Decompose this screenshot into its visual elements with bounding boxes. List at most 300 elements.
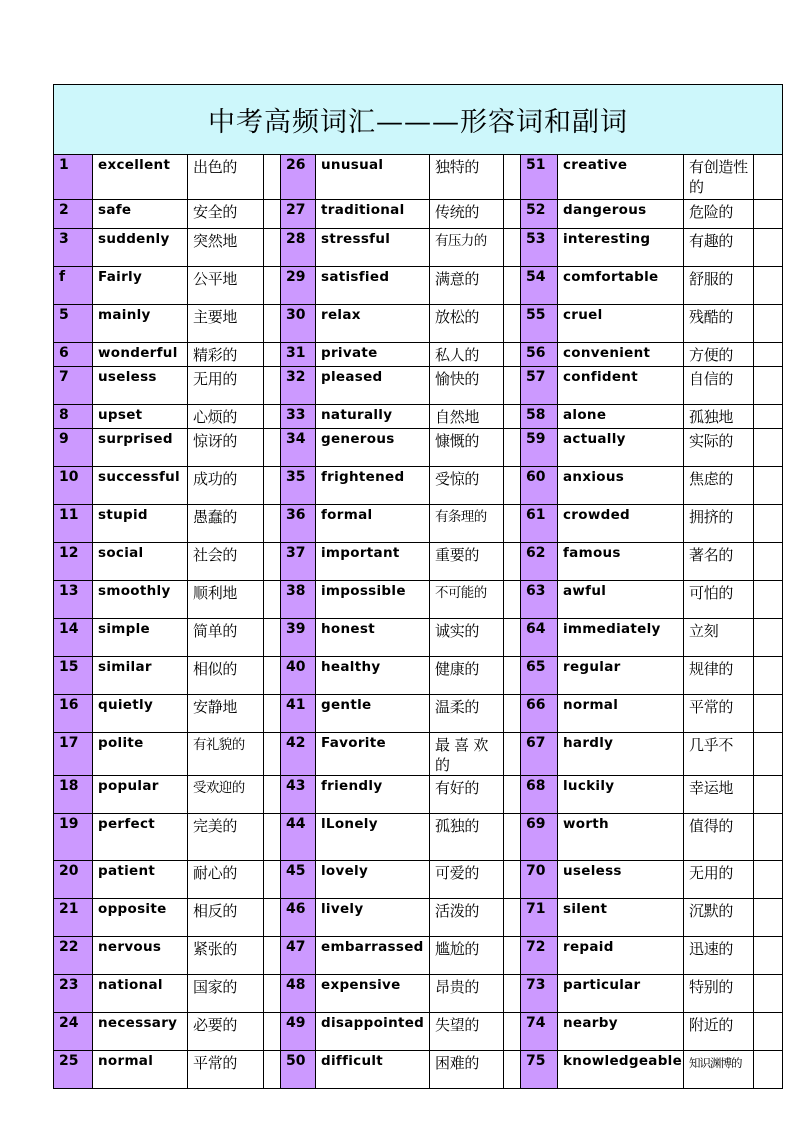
entry-meaning: 平常的 [188, 1051, 264, 1089]
entry-meaning: 诚实的 [430, 619, 504, 657]
entry-meaning: 焦虑的 [684, 467, 754, 505]
entry-meaning: 知识渊博的 [684, 1051, 754, 1089]
spacer-cell [754, 937, 783, 975]
table-row [54, 899, 783, 937]
entry-number: 6 [54, 343, 93, 367]
entry-meaning: 自信的 [684, 367, 754, 405]
spacer-cell [754, 155, 783, 200]
entry-number: 65 [521, 657, 558, 695]
spacer-cell [264, 937, 281, 975]
entry-meaning: 有条理的 [430, 505, 504, 543]
table-row [54, 733, 783, 776]
entry-word: stupid [93, 505, 188, 543]
entry-word: dangerous [558, 200, 684, 229]
spacer-cell [504, 733, 521, 776]
entry-word: anxious [558, 467, 684, 505]
entry-number: 43 [281, 776, 316, 814]
spacer-cell [264, 619, 281, 657]
table-row [54, 937, 783, 975]
entry-meaning: 精彩的 [188, 343, 264, 367]
entry-meaning: 最 喜 欢 的 [430, 733, 504, 776]
spacer-cell [754, 467, 783, 505]
spacer-cell [264, 505, 281, 543]
entry-number: 75 [521, 1051, 558, 1089]
entry-number: 36 [281, 505, 316, 543]
spacer-cell [754, 229, 783, 267]
spacer-cell [264, 305, 281, 343]
entry-meaning: 有好的 [430, 776, 504, 814]
entry-number: 22 [54, 937, 93, 975]
entry-word: actually [558, 429, 684, 467]
entry-word: famous [558, 543, 684, 581]
entry-word: awful [558, 581, 684, 619]
entry-word: useless [558, 861, 684, 899]
spacer-cell [754, 861, 783, 899]
spacer-cell [754, 975, 783, 1013]
spacer-cell [264, 975, 281, 1013]
spacer-cell [754, 429, 783, 467]
entry-word: Fairly [93, 267, 188, 305]
entry-word: silent [558, 899, 684, 937]
entry-meaning: 值得的 [684, 814, 754, 861]
spacer-cell [264, 776, 281, 814]
entry-meaning: 有创造性的 [684, 155, 754, 200]
entry-meaning: 舒服的 [684, 267, 754, 305]
spacer-cell [264, 657, 281, 695]
entry-word: healthy [316, 657, 430, 695]
entry-meaning: 必要的 [188, 1013, 264, 1051]
entry-number: 5 [54, 305, 93, 343]
spacer-cell [754, 543, 783, 581]
table-row [54, 543, 783, 581]
spacer-cell [264, 861, 281, 899]
table-row [54, 267, 783, 305]
entry-number: 32 [281, 367, 316, 405]
entry-number: 69 [521, 814, 558, 861]
entry-meaning: 相反的 [188, 899, 264, 937]
entry-word: successful [93, 467, 188, 505]
entry-word: hardly [558, 733, 684, 776]
entry-number: 23 [54, 975, 93, 1013]
spacer-cell [504, 229, 521, 267]
entry-number: 48 [281, 975, 316, 1013]
table-row [54, 200, 783, 229]
entry-meaning: 受欢迎的 [188, 776, 264, 814]
spacer-cell [264, 429, 281, 467]
entry-number: 34 [281, 429, 316, 467]
table-row [54, 405, 783, 429]
entry-number: 57 [521, 367, 558, 405]
entry-meaning: 愚蠢的 [188, 505, 264, 543]
entry-meaning: 附近的 [684, 1013, 754, 1051]
table-row [54, 229, 783, 267]
spacer-cell [754, 1051, 783, 1089]
entry-word: immediately [558, 619, 684, 657]
entry-meaning: 残酷的 [684, 305, 754, 343]
entry-number: 25 [54, 1051, 93, 1089]
entry-number: 26 [281, 155, 316, 200]
entry-word: popular [93, 776, 188, 814]
entry-word: surprised [93, 429, 188, 467]
entry-number: 38 [281, 581, 316, 619]
entry-number: 27 [281, 200, 316, 229]
spacer-cell [504, 467, 521, 505]
entry-number: 24 [54, 1013, 93, 1051]
entry-number: 74 [521, 1013, 558, 1051]
spacer-cell [504, 405, 521, 429]
spacer-cell [504, 695, 521, 733]
entry-word: comfortable [558, 267, 684, 305]
spacer-cell [754, 657, 783, 695]
spacer-cell [754, 505, 783, 543]
entry-meaning: 特别的 [684, 975, 754, 1013]
entry-number: f [54, 267, 93, 305]
entry-word: particular [558, 975, 684, 1013]
entry-meaning: 规律的 [684, 657, 754, 695]
entry-meaning: 失望的 [430, 1013, 504, 1051]
spacer-cell [264, 267, 281, 305]
entry-meaning: 平常的 [684, 695, 754, 733]
table-row [54, 814, 783, 861]
spacer-cell [754, 776, 783, 814]
spacer-cell [504, 581, 521, 619]
entry-meaning: 尴尬的 [430, 937, 504, 975]
page-title: 中考高频词汇———形容词和副词 [54, 85, 783, 155]
entry-word: traditional [316, 200, 430, 229]
table-row [54, 1051, 783, 1089]
entry-number: 67 [521, 733, 558, 776]
spacer-cell [504, 1013, 521, 1051]
entry-meaning: 顺利地 [188, 581, 264, 619]
entry-word: pleased [316, 367, 430, 405]
spacer-cell [504, 814, 521, 861]
entry-meaning: 惊讶的 [188, 429, 264, 467]
entry-meaning: 完美的 [188, 814, 264, 861]
entry-word: relax [316, 305, 430, 343]
entry-word: frightened [316, 467, 430, 505]
entry-meaning: 方便的 [684, 343, 754, 367]
entry-meaning: 迅速的 [684, 937, 754, 975]
entry-word: knowledgeable [558, 1051, 684, 1089]
entry-meaning: 著名的 [684, 543, 754, 581]
entry-number: 14 [54, 619, 93, 657]
vocabulary-sheet [53, 84, 782, 1089]
entry-word: formal [316, 505, 430, 543]
title-row [54, 85, 783, 155]
entry-word: worth [558, 814, 684, 861]
entry-number: 58 [521, 405, 558, 429]
spacer-cell [504, 975, 521, 1013]
spacer-cell [264, 155, 281, 200]
entry-number: 29 [281, 267, 316, 305]
entry-number: 15 [54, 657, 93, 695]
entry-meaning: 受惊的 [430, 467, 504, 505]
entry-number: 53 [521, 229, 558, 267]
spacer-cell [264, 733, 281, 776]
entry-number: 72 [521, 937, 558, 975]
entry-meaning: 自然地 [430, 405, 504, 429]
entry-number: 44 [281, 814, 316, 861]
entry-word: nearby [558, 1013, 684, 1051]
table-row [54, 305, 783, 343]
entry-word: quietly [93, 695, 188, 733]
entry-meaning: 满意的 [430, 267, 504, 305]
entry-meaning: 无用的 [188, 367, 264, 405]
spacer-cell [264, 367, 281, 405]
entry-word: generous [316, 429, 430, 467]
spacer-cell [504, 267, 521, 305]
entry-number: 52 [521, 200, 558, 229]
entry-word: disappointed [316, 1013, 430, 1051]
table-row [54, 343, 783, 367]
table-row [54, 657, 783, 695]
entry-number: 17 [54, 733, 93, 776]
entry-number: 39 [281, 619, 316, 657]
entry-meaning: 立刻 [684, 619, 754, 657]
entry-meaning: 孤独地 [684, 405, 754, 429]
entry-meaning: 安静地 [188, 695, 264, 733]
spacer-cell [504, 861, 521, 899]
entry-number: 64 [521, 619, 558, 657]
spacer-cell [754, 200, 783, 229]
entry-word: difficult [316, 1051, 430, 1089]
entry-meaning: 可怕的 [684, 581, 754, 619]
entry-number: 50 [281, 1051, 316, 1089]
entry-meaning: 健康的 [430, 657, 504, 695]
entry-word: normal [93, 1051, 188, 1089]
entry-word: safe [93, 200, 188, 229]
vocabulary-table [53, 84, 783, 1089]
entry-number: 71 [521, 899, 558, 937]
spacer-cell [754, 405, 783, 429]
entry-meaning: 突然地 [188, 229, 264, 267]
table-row [54, 1013, 783, 1051]
entry-meaning: 实际的 [684, 429, 754, 467]
spacer-cell [264, 899, 281, 937]
entry-number: 42 [281, 733, 316, 776]
spacer-cell [504, 937, 521, 975]
spacer-cell [754, 267, 783, 305]
entry-number: 31 [281, 343, 316, 367]
spacer-cell [264, 343, 281, 367]
entry-meaning: 拥挤的 [684, 505, 754, 543]
entry-meaning: 慷慨的 [430, 429, 504, 467]
entry-word: useless [93, 367, 188, 405]
entry-word: lively [316, 899, 430, 937]
entry-number: 73 [521, 975, 558, 1013]
entry-number: 68 [521, 776, 558, 814]
spacer-cell [264, 581, 281, 619]
entry-word: embarrassed [316, 937, 430, 975]
spacer-cell [504, 343, 521, 367]
entry-meaning: 危险的 [684, 200, 754, 229]
spacer-cell [504, 367, 521, 405]
entry-meaning: 相似的 [188, 657, 264, 695]
spacer-cell [264, 1051, 281, 1089]
entry-word: upset [93, 405, 188, 429]
entry-word: opposite [93, 899, 188, 937]
entry-number: 41 [281, 695, 316, 733]
entry-meaning: 可爱的 [430, 861, 504, 899]
spacer-cell [504, 619, 521, 657]
spacer-cell [264, 467, 281, 505]
entry-number: 60 [521, 467, 558, 505]
entry-meaning: 社会的 [188, 543, 264, 581]
entry-word: smoothly [93, 581, 188, 619]
spacer-cell [504, 429, 521, 467]
entry-number: 49 [281, 1013, 316, 1051]
spacer-cell [754, 619, 783, 657]
spacer-cell [264, 229, 281, 267]
spacer-cell [754, 733, 783, 776]
entry-number: 62 [521, 543, 558, 581]
entry-meaning: 困难的 [430, 1051, 504, 1089]
entry-number: 35 [281, 467, 316, 505]
table-row [54, 367, 783, 405]
entry-number: 30 [281, 305, 316, 343]
spacer-cell [264, 695, 281, 733]
spacer-cell [504, 543, 521, 581]
entry-word: Favorite [316, 733, 430, 776]
entry-number: 66 [521, 695, 558, 733]
table-row [54, 505, 783, 543]
spacer-cell [504, 899, 521, 937]
entry-word: crowded [558, 505, 684, 543]
entry-word: polite [93, 733, 188, 776]
entry-word: perfect [93, 814, 188, 861]
entry-meaning: 沉默的 [684, 899, 754, 937]
entry-number: 28 [281, 229, 316, 267]
spacer-cell [504, 505, 521, 543]
entry-meaning: 公平地 [188, 267, 264, 305]
table-row [54, 429, 783, 467]
entry-meaning: 国家的 [188, 975, 264, 1013]
entry-word: friendly [316, 776, 430, 814]
entry-number: 45 [281, 861, 316, 899]
entry-meaning: 几乎不 [684, 733, 754, 776]
entry-number: 20 [54, 861, 93, 899]
entry-number: 9 [54, 429, 93, 467]
entry-number: 8 [54, 405, 93, 429]
entry-word: cruel [558, 305, 684, 343]
entry-word: unusual [316, 155, 430, 200]
table-row [54, 695, 783, 733]
entry-word: creative [558, 155, 684, 200]
entry-number: 61 [521, 505, 558, 543]
entry-word: convenient [558, 343, 684, 367]
entry-number: 54 [521, 267, 558, 305]
entry-number: 37 [281, 543, 316, 581]
entry-meaning: 有趣的 [684, 229, 754, 267]
spacer-cell [754, 581, 783, 619]
entry-word: simple [93, 619, 188, 657]
entry-word: nervous [93, 937, 188, 975]
entry-word: lovely [316, 861, 430, 899]
entry-word: luckily [558, 776, 684, 814]
entry-number: 46 [281, 899, 316, 937]
entry-meaning: 简单的 [188, 619, 264, 657]
entry-number: 55 [521, 305, 558, 343]
entry-meaning: 出色的 [188, 155, 264, 200]
entry-number: 59 [521, 429, 558, 467]
entry-meaning: 传统的 [430, 200, 504, 229]
table-row [54, 619, 783, 657]
table-row [54, 581, 783, 619]
spacer-cell [504, 305, 521, 343]
entry-number: 10 [54, 467, 93, 505]
entry-word: mainly [93, 305, 188, 343]
entry-word: social [93, 543, 188, 581]
entry-word: satisfied [316, 267, 430, 305]
entry-number: 51 [521, 155, 558, 200]
entry-word: impossible [316, 581, 430, 619]
entry-word: excellent [93, 155, 188, 200]
spacer-cell [754, 1013, 783, 1051]
entry-number: 3 [54, 229, 93, 267]
entry-number: 11 [54, 505, 93, 543]
entry-word: normal [558, 695, 684, 733]
entry-meaning: 温柔的 [430, 695, 504, 733]
spacer-cell [754, 305, 783, 343]
entry-number: 16 [54, 695, 93, 733]
entry-word: wonderful [93, 343, 188, 367]
entry-word: important [316, 543, 430, 581]
entry-meaning: 主要地 [188, 305, 264, 343]
spacer-cell [754, 695, 783, 733]
entry-meaning: 安全的 [188, 200, 264, 229]
entry-word: alone [558, 405, 684, 429]
entry-word: confident [558, 367, 684, 405]
entry-word: naturally [316, 405, 430, 429]
entry-meaning: 无用的 [684, 861, 754, 899]
entry-number: 47 [281, 937, 316, 975]
entry-word: repaid [558, 937, 684, 975]
entry-meaning: 重要的 [430, 543, 504, 581]
entry-word: private [316, 343, 430, 367]
entry-number: 33 [281, 405, 316, 429]
table-row [54, 975, 783, 1013]
spacer-cell [504, 776, 521, 814]
entry-number: 40 [281, 657, 316, 695]
entry-word: regular [558, 657, 684, 695]
entry-meaning: 心烦的 [188, 405, 264, 429]
entry-word: necessary [93, 1013, 188, 1051]
entry-meaning: 有礼貌的 [188, 733, 264, 776]
table-row [54, 155, 783, 200]
entry-meaning: 成功的 [188, 467, 264, 505]
entry-meaning: 孤独的 [430, 814, 504, 861]
entry-word: honest [316, 619, 430, 657]
entry-word: suddenly [93, 229, 188, 267]
entry-meaning: 耐心的 [188, 861, 264, 899]
spacer-cell [504, 200, 521, 229]
entry-meaning: 不可能的 [430, 581, 504, 619]
entry-number: 19 [54, 814, 93, 861]
entry-word: interesting [558, 229, 684, 267]
spacer-cell [504, 155, 521, 200]
spacer-cell [504, 1051, 521, 1089]
spacer-cell [264, 200, 281, 229]
entry-word: national [93, 975, 188, 1013]
entry-number: 13 [54, 581, 93, 619]
entry-meaning: 有压力的 [430, 229, 504, 267]
spacer-cell [754, 367, 783, 405]
entry-word: patient [93, 861, 188, 899]
entry-number: 70 [521, 861, 558, 899]
entry-meaning: 紧张的 [188, 937, 264, 975]
entry-word: lLonely [316, 814, 430, 861]
entry-word: similar [93, 657, 188, 695]
